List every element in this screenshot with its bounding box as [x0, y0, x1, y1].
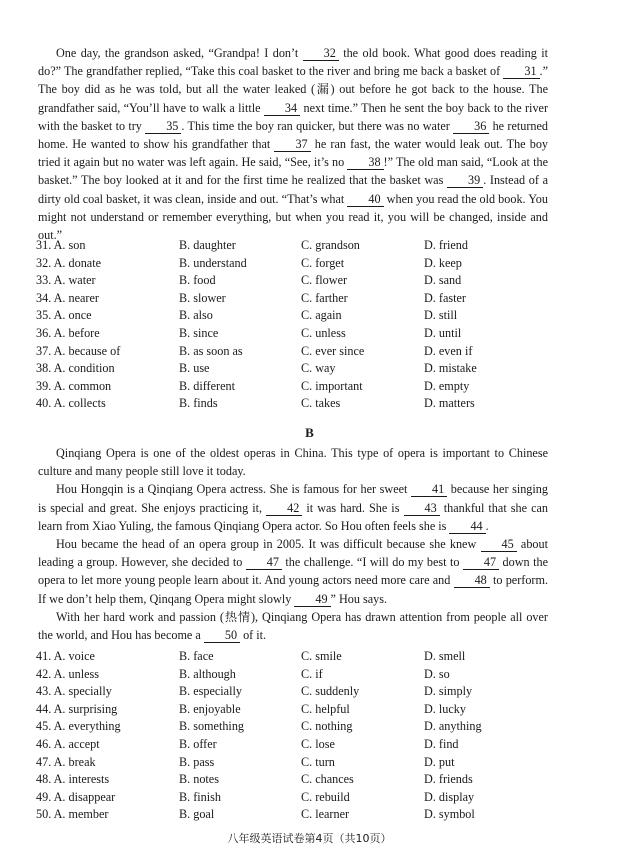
blank-38: 38: [347, 156, 383, 170]
option-b: B. notes: [179, 772, 219, 787]
option-a: 35. A. once: [36, 308, 92, 323]
blank-37: 37: [274, 138, 310, 152]
blank-47-second: 47: [463, 556, 499, 570]
option-row: [36, 648, 556, 666]
option-b: B. understand: [179, 255, 247, 270]
option-c: C. rebuild: [301, 789, 350, 804]
blank-44: 44: [449, 520, 485, 534]
option-d: D. so: [424, 666, 450, 681]
passage-a: [38, 44, 548, 244]
option-d: D. sand: [424, 273, 462, 288]
option-d: D. put: [424, 754, 455, 769]
option-a: 44. A. surprising: [36, 701, 118, 716]
option-a: 40. A. collects: [36, 396, 106, 411]
option-a: 34. A. nearer: [36, 290, 99, 305]
blank-42: 42: [266, 502, 302, 516]
option-d: D. even if: [424, 343, 473, 358]
option-c: C. nothing: [301, 719, 353, 734]
blank-41: 41: [411, 483, 447, 497]
option-row: [36, 343, 556, 361]
option-row: [36, 378, 556, 396]
passage-b-paragraph-1: Qinqiang Opera is one of the oldest operas in China. This type of opera is important to Chinese culture and many people still love it today.: [38, 446, 548, 479]
option-d: D. symbol: [424, 807, 475, 822]
passage-b-paragraph-4: [38, 608, 548, 644]
text-run: Hou Hongqin is a Qinqiang Opera actress. She is famous for her sweet: [56, 482, 411, 497]
option-a: 43. A. specially: [36, 684, 112, 699]
option-row: [36, 237, 556, 255]
option-c: C. forget: [301, 255, 345, 270]
option-c: C. learner: [301, 807, 350, 822]
option-d: D. simply: [424, 684, 473, 699]
text-run: down the opera to let more young people learn about it. And young actors need more care and: [38, 555, 548, 588]
text-run: .: [485, 518, 489, 533]
option-c: C. again: [301, 308, 342, 323]
blank-36: 36: [453, 120, 489, 134]
option-d: D. still: [424, 308, 458, 323]
option-a: 45. A. everything: [36, 719, 121, 734]
option-d: D. lucky: [424, 701, 466, 716]
option-d: D. mistake: [424, 361, 477, 376]
option-d: D. anything: [424, 719, 482, 734]
blank-34: 34: [264, 102, 300, 116]
options-b: [36, 648, 556, 824]
option-c: C. important: [301, 378, 363, 393]
text-run: of it.: [240, 628, 267, 643]
text-run: . This time the boy ran quicker, but there was no water: [181, 118, 454, 133]
option-c: C. grandson: [301, 238, 360, 252]
option-c: C. turn: [301, 754, 335, 769]
option-a: 48. A. interests: [36, 772, 110, 787]
option-d: D. faster: [424, 290, 466, 305]
text-run: Hou became the head of an opera group in 2005. It was difficult because she knew: [56, 537, 481, 552]
text-run: . Instead of a dirty old coal basket, it was clean, inside and out. “That’s what: [38, 173, 548, 206]
option-a: 41. A. voice: [36, 649, 95, 663]
option-d: D. friends: [424, 772, 473, 787]
text-run: ” Hou says.: [330, 591, 388, 606]
option-b: B. face: [179, 649, 214, 663]
option-row: [36, 771, 556, 789]
text-run: .” The boy did as he was told, but all the water leaked (漏) out before he got back to the house. The grandfather said, “You’ll have to walk a little: [38, 64, 548, 115]
blank-45: 45: [481, 538, 517, 552]
option-b: B. finds: [179, 396, 218, 411]
option-c: C. smile: [301, 649, 342, 663]
option-a: 38. A. condition: [36, 361, 115, 376]
text-run: next time.” Then he sent the boy back to the river with the basket to try: [38, 100, 548, 133]
options-a: [36, 237, 556, 413]
blank-48: 48: [454, 574, 490, 588]
option-row: [36, 754, 556, 772]
text-run: !” The old man said, “Look at the basket.” The boy looked at it and for the first time he realized that the basket was: [38, 155, 548, 188]
option-b: B. finish: [179, 789, 221, 804]
option-b: B. pass: [179, 754, 215, 769]
option-a: 42. A. unless: [36, 666, 99, 681]
text-run: the old book. What good does reading it do?” The grandfather replied, “Take this coal basket to the river and bring me back a basket of: [38, 46, 549, 79]
option-b: B. goal: [179, 807, 215, 822]
page-footer: 八年级英语试卷第4页（共10页）: [227, 832, 392, 845]
option-d: D. friend: [424, 238, 468, 252]
option-row: [36, 666, 556, 684]
option-b: B. something: [179, 719, 245, 734]
text-run: he ran fast, the water would leak out. The boy tried it again but no water was left again. He said, “See, it’s no: [38, 137, 549, 170]
option-row: [36, 272, 556, 290]
option-row: [36, 360, 556, 378]
option-a: 39. A. common: [36, 378, 112, 393]
option-c: C. farther: [301, 290, 348, 305]
blank-31: 31: [503, 65, 539, 79]
option-a: 47. A. break: [36, 754, 96, 769]
option-c: C. way: [301, 361, 336, 376]
blank-49: 49: [294, 593, 330, 607]
option-row: [36, 701, 556, 719]
blank-43: 43: [404, 502, 440, 516]
option-d: D. matters: [424, 396, 475, 411]
text-run: about leading a group. However, she decided to: [38, 537, 548, 570]
option-c: C. if: [301, 666, 323, 681]
blank-39: 39: [447, 174, 483, 188]
option-c: C. helpful: [301, 701, 350, 716]
option-b: B. as soon as: [179, 343, 243, 358]
text-run: thankful that she can learn from Xiao Yuling, the famous Qinqiang Opera actor. So Hou often feels she is: [38, 500, 548, 533]
option-c: C. takes: [301, 396, 341, 411]
option-c: C. flower: [301, 273, 348, 288]
option-row: [36, 307, 556, 325]
blank-35: 35: [145, 120, 181, 134]
option-c: C. suddenly: [301, 684, 360, 699]
option-c: C. unless: [301, 325, 346, 340]
option-b: B. offer: [179, 736, 217, 751]
option-a: 36. A. before: [36, 325, 100, 340]
option-b: B. enjoyable: [179, 701, 241, 716]
option-c: C. chances: [301, 772, 354, 787]
option-row: [36, 789, 556, 807]
option-d: D. keep: [424, 255, 462, 270]
blank-50: 50: [204, 629, 240, 643]
option-a: 31. A. son: [36, 238, 86, 252]
passage-b: [38, 444, 548, 644]
option-a: 50. A. member: [36, 807, 109, 822]
option-row: [36, 255, 556, 273]
text-run: With her hard work and passion (热情), Qinqiang Opera has drawn attention from people all over the world, and Hou has become a: [38, 609, 548, 643]
option-d: D. empty: [424, 378, 470, 393]
option-c: C. lose: [301, 736, 335, 751]
text-run: when you read the old book. You might not understand or remember everything, but when you read it, you will be changed, inside and out.”: [38, 191, 548, 243]
option-row: [36, 683, 556, 701]
text-run: One day, the grandson asked, “Grandpa! I don’t: [56, 46, 303, 60]
text-run: to perform. If we don’t help them, Qinqang Opera might slowly: [38, 573, 548, 606]
option-b: B. different: [179, 378, 235, 393]
option-b: B. use: [179, 361, 210, 376]
option-row: [36, 736, 556, 754]
option-d: D. display: [424, 789, 475, 804]
option-a: 49. A. disappear: [36, 789, 116, 804]
option-row: [36, 806, 556, 824]
option-b: B. also: [179, 308, 213, 323]
option-a: 32. A. donate: [36, 255, 101, 270]
option-a: 37. A. because of: [36, 343, 121, 358]
option-b: B. slower: [179, 290, 226, 305]
option-b: B. since: [179, 325, 219, 340]
passage-a-paragraph: [38, 44, 548, 244]
option-c: C. ever since: [301, 343, 365, 358]
option-b: B. food: [179, 273, 216, 288]
option-row: [36, 395, 556, 413]
option-b: B. daughter: [179, 238, 236, 252]
option-b: B. especially: [179, 684, 242, 699]
blank-47-first: 47: [246, 556, 282, 570]
text-run: the challenge. “I will do my best to: [281, 555, 463, 570]
option-a: 46. A. accept: [36, 736, 100, 751]
option-d: D. until: [424, 325, 462, 340]
option-b: B. although: [179, 666, 236, 681]
option-row: [36, 718, 556, 736]
text-run: he returned home. He wanted to show his grandfather that: [38, 118, 548, 152]
text-run: because her singing is special and great. She enjoys practicing it,: [38, 482, 548, 515]
option-row: [36, 290, 556, 308]
blank-40: 40: [347, 193, 383, 207]
passage-b-paragraph-2: [38, 480, 548, 535]
option-d: D. find: [424, 736, 459, 751]
section-b-title: B: [305, 425, 314, 440]
option-a: 33. A. water: [36, 273, 96, 288]
blank-32: 32: [303, 47, 339, 61]
option-d: D. smell: [424, 649, 466, 663]
passage-b-paragraph-3: [38, 535, 548, 608]
text-run: it was hard. She is: [302, 500, 404, 515]
option-row: [36, 325, 556, 343]
